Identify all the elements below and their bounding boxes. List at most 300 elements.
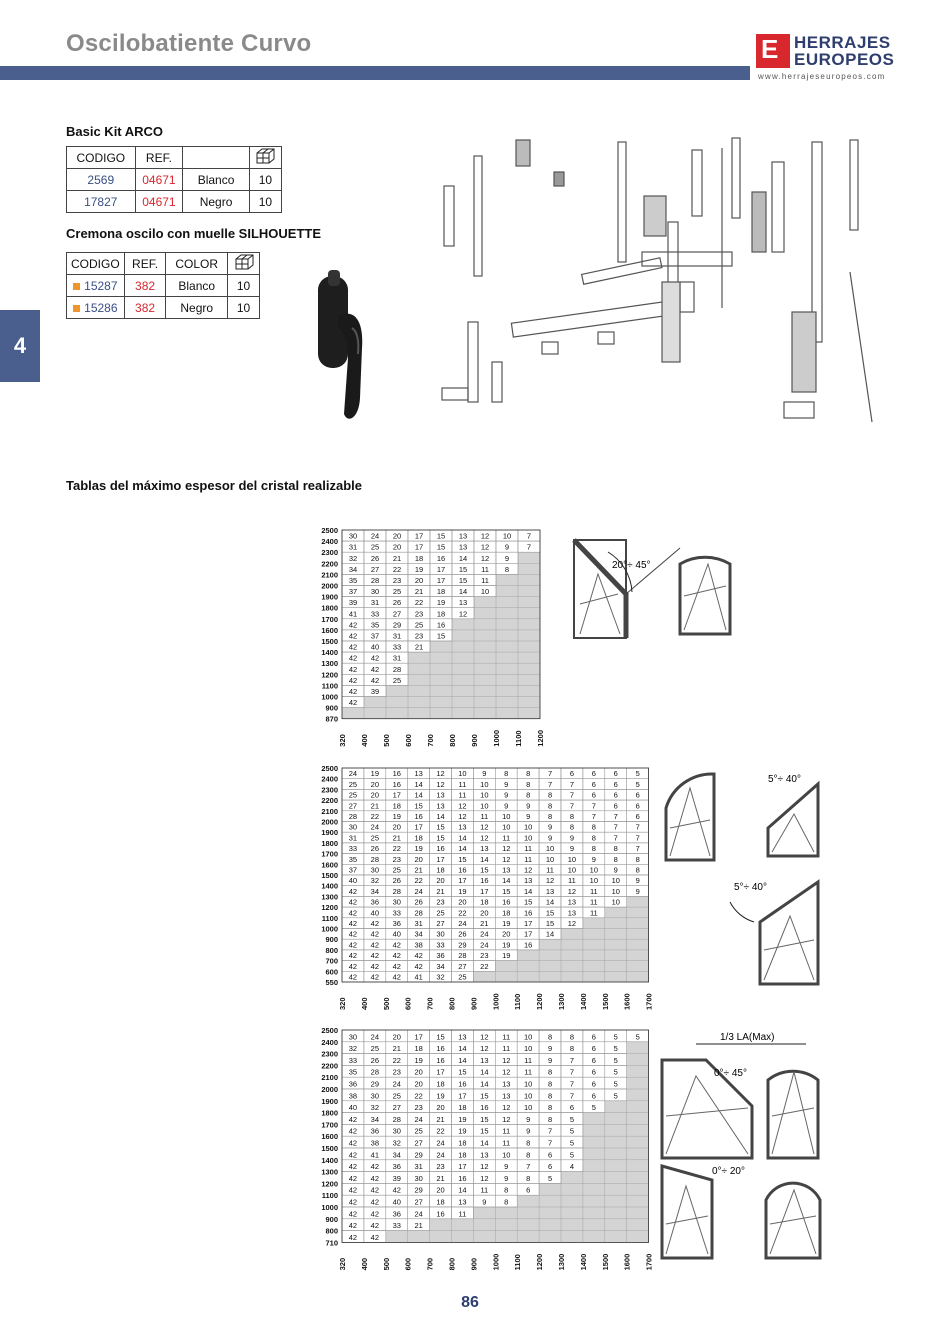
cell-value: 8 [504, 564, 510, 574]
cell-value: 11 [458, 779, 467, 789]
cell-value: 6 [547, 1162, 553, 1172]
cell-value: 30 [370, 1091, 380, 1101]
cell-value: 19 [392, 812, 401, 821]
cell-value: 26 [392, 876, 401, 886]
cell-value: 42 [370, 675, 380, 685]
cell-value: 42 [348, 642, 358, 652]
cell-value: 17 [436, 564, 446, 574]
cell-value: 27 [348, 801, 358, 811]
cell-value: 24 [480, 929, 489, 939]
cell-value: 30 [348, 531, 358, 541]
cell-value: 25 [458, 972, 467, 982]
cell-value: 35 [370, 620, 380, 630]
glass-thickness-grid-1 [300, 522, 552, 750]
cell-value: 5 [613, 1055, 618, 1065]
cell-value: 16 [392, 779, 401, 789]
handle-image [312, 268, 382, 428]
window-diagram-1 [568, 534, 748, 646]
cell-value: 8 [504, 1197, 509, 1207]
cell-value: 18 [436, 587, 446, 597]
cell-value: 17 [523, 919, 533, 928]
cell-value: 6 [591, 1055, 596, 1065]
cell-value: 42 [348, 1197, 358, 1207]
y-tick-label: 1900 [321, 592, 338, 602]
cell-value: 18 [436, 1197, 445, 1207]
cell-value: 28 [392, 886, 401, 896]
kit-title: Basic Kit ARCO [66, 124, 164, 139]
cell-value: 11 [502, 1138, 511, 1148]
cell-value: 34 [370, 886, 380, 896]
x-tick-label: 800 [447, 1257, 457, 1271]
cell-value: 21 [414, 587, 424, 597]
cell-value: 17 [414, 1032, 423, 1042]
cell-value: 13 [567, 897, 577, 907]
cell-value: 16 [480, 1103, 489, 1113]
cell-value: 30 [392, 897, 401, 907]
cell-value: 6 [591, 1044, 596, 1054]
cell-value: 11 [524, 854, 533, 864]
cell-value: 19 [414, 564, 424, 574]
cell-value: 37 [370, 631, 380, 641]
cell-value: 36 [392, 919, 401, 928]
cell-value: 10 [480, 801, 489, 811]
cell-value: 25 [414, 620, 424, 630]
cell-value: 42 [370, 1197, 380, 1207]
x-tick-label: 1200 [536, 730, 545, 747]
cell-value: 42 [348, 1232, 358, 1242]
cell-value: 30 [370, 587, 380, 597]
cell-value: 36 [348, 1079, 358, 1089]
cell-value: 6 [613, 769, 618, 779]
y-tick-label: 2000 [321, 817, 338, 827]
cell-value: 13 [480, 844, 489, 854]
cell-value: 7 [569, 779, 575, 789]
cell-value: 12 [480, 833, 489, 843]
header-ref: REF. [135, 147, 183, 169]
x-tick-label: 1600 [622, 1253, 632, 1271]
x-tick-label: 1300 [557, 993, 566, 1010]
cell-value: 22 [414, 598, 424, 608]
cell-value: 21 [436, 1173, 445, 1183]
cell-value: 42 [392, 961, 401, 971]
cell-value: 9 [526, 1126, 531, 1136]
header-codigo: CODIGO [67, 253, 125, 275]
cell-value: 14 [436, 812, 445, 821]
angle-label: 20°÷ 45° [612, 560, 651, 571]
cell-codigo: 15287 [67, 275, 125, 297]
cell-value: 15 [458, 564, 468, 574]
cell-value: 39 [370, 687, 380, 696]
cell-value: 14 [480, 854, 489, 864]
cell-value: 18 [392, 801, 401, 811]
x-tick-label: 1000 [491, 1253, 501, 1271]
cell-value: 19 [458, 1114, 467, 1124]
cell-value: 23 [414, 1103, 423, 1113]
header-codigo: CODIGO [67, 147, 136, 169]
logo-url: www.herrajeseuropeos.com [758, 72, 886, 81]
y-tick-label: 1800 [321, 838, 338, 848]
y-tick-label: 2100 [321, 1073, 338, 1083]
cell-value: 19 [458, 886, 467, 896]
cell-value: 12 [502, 1114, 511, 1124]
cell-value: 20 [414, 1067, 423, 1077]
y-tick-label: 1200 [321, 670, 338, 680]
cell-value: 11 [568, 876, 576, 886]
cell-value: 7 [635, 844, 640, 854]
cell-value: 8 [569, 1044, 575, 1054]
cell-value: 18 [436, 1079, 445, 1089]
cell-value: 11 [458, 1209, 467, 1219]
cell-value: 27 [392, 1103, 401, 1113]
cell-value: 12 [502, 854, 511, 864]
cell-value: 8 [591, 822, 596, 832]
cell-value: 28 [458, 951, 467, 961]
cell-value: 11 [546, 865, 554, 875]
cell-value: 10 [611, 876, 620, 886]
x-tick-label: 1100 [513, 1254, 523, 1271]
header-ref: REF. [124, 253, 166, 275]
cell-value: 5 [613, 1044, 618, 1054]
cell-value: 11 [589, 908, 598, 918]
cell-value: 8 [504, 1185, 509, 1195]
cell-value: 26 [392, 598, 402, 608]
cell-value: 8 [547, 1032, 553, 1042]
cell-value: 8 [591, 844, 596, 854]
x-tick-label: 500 [381, 1257, 391, 1271]
cell-value: 8 [613, 844, 618, 854]
cell-value: 42 [370, 919, 380, 928]
cell-value: 10 [589, 876, 599, 886]
cell-value: 28 [392, 1114, 401, 1124]
cell-value: 5 [635, 769, 640, 779]
cell-value: 31 [348, 833, 358, 843]
cell-value: 27 [458, 961, 467, 971]
cell-value: 33 [392, 1221, 401, 1231]
cell-value: 24 [370, 531, 380, 541]
cell-value: 14 [458, 553, 468, 563]
window-diagram-3a [656, 1026, 852, 1164]
cell-value: 28 [370, 576, 380, 585]
cell-value: 23 [392, 1067, 401, 1077]
cell-value: 7 [635, 833, 640, 843]
cell-value: 42 [370, 1221, 380, 1231]
cell-value: 24 [436, 1150, 445, 1160]
cell-value: 9 [569, 844, 575, 854]
y-tick-label: 1400 [321, 1155, 338, 1165]
cell-value: 12 [545, 876, 555, 886]
cell-value: 5 [569, 1126, 575, 1136]
window-diagram-2a [660, 768, 840, 868]
cell-value: 13 [523, 876, 533, 886]
cell-value: 42 [348, 698, 358, 708]
cell-value: 42 [370, 1173, 380, 1183]
x-tick-label: 1500 [600, 1253, 610, 1271]
cell-value: 26 [414, 897, 423, 907]
cell-value: 8 [547, 812, 553, 821]
cell-value: 10 [523, 1044, 533, 1054]
logo-line1: HERRAJES [794, 33, 891, 52]
cell-value: 14 [458, 1055, 467, 1065]
cell-value: 12 [480, 531, 490, 541]
y-tick-label: 700 [325, 956, 338, 966]
cell-value: 42 [370, 1185, 380, 1195]
glass-thickness-grid-2 [300, 760, 660, 1014]
cell-value: 26 [370, 1055, 380, 1065]
cell-value: 16 [436, 620, 446, 630]
cell-value: 6 [547, 1150, 553, 1160]
cell-value: 8 [526, 779, 531, 789]
cell-value: 5 [591, 1103, 596, 1113]
cell-value: 42 [348, 1209, 358, 1219]
cell-value: 11 [481, 564, 489, 574]
cell-value: 41 [348, 609, 358, 619]
cell-value: 24 [414, 886, 423, 896]
cell-value: 10 [502, 822, 511, 832]
cell-value: 7 [526, 531, 532, 541]
cell-value: 7 [613, 822, 618, 832]
cell-value: 32 [370, 876, 380, 886]
cell-value: 16 [436, 553, 446, 563]
cell-value: 33 [436, 940, 445, 950]
cremona-title: Cremona oscilo con muelle SILHOUETTE [66, 226, 321, 241]
cell-value: 21 [480, 919, 489, 928]
cell-value: 34 [436, 961, 445, 971]
cell-value: 14 [523, 886, 533, 896]
cell-value: 10 [523, 1032, 533, 1042]
cell-value: 10 [523, 1091, 533, 1101]
cell-value: 30 [370, 865, 380, 875]
cell-value: 17 [436, 854, 445, 864]
window-diagram-3b [656, 1160, 852, 1264]
cell-value: 7 [569, 1067, 575, 1077]
cell-value: 13 [458, 531, 468, 541]
y-tick-label: 900 [325, 703, 338, 713]
cell-value: 15 [480, 1114, 489, 1124]
cell-value: 9 [482, 769, 487, 779]
cell-value: 6 [635, 812, 640, 821]
cell-value: 30 [348, 822, 358, 832]
cell-value: 20 [392, 531, 402, 541]
cell-value: 25 [348, 779, 358, 789]
cell-value: 25 [370, 833, 380, 843]
cell-value: 21 [370, 801, 380, 811]
cell-value: 17 [458, 1162, 467, 1172]
cell-value: 8 [547, 1091, 553, 1101]
cell-value: 42 [414, 961, 423, 971]
cell-value: 34 [348, 564, 358, 574]
y-tick-label: 800 [325, 945, 338, 955]
cell-value: 28 [370, 1067, 380, 1077]
x-tick-label: 1500 [600, 993, 610, 1010]
cell-value: 12 [567, 886, 577, 896]
cell-value: 14 [480, 1079, 489, 1089]
cell-value: 42 [348, 664, 358, 674]
x-tick-label: 1000 [492, 730, 501, 747]
header-bar [0, 66, 750, 80]
cell-value: 7 [547, 1126, 553, 1136]
cell-value: 42 [370, 940, 380, 950]
y-tick-label: 1100 [321, 913, 338, 923]
cell-value: 24 [414, 1209, 423, 1219]
cell-value: 14 [414, 779, 423, 789]
cell-value: 10 [502, 812, 511, 821]
cell-value: 29 [458, 940, 467, 950]
cell-value: 18 [414, 833, 423, 843]
cell-value: 15 [458, 854, 467, 864]
cell-value: 16 [458, 1173, 467, 1183]
cell-value: 13 [502, 1091, 511, 1101]
cell-value: 31 [414, 1162, 423, 1172]
cell-value: 39 [348, 598, 358, 608]
cell-value: 15 [523, 897, 533, 907]
cell-value: 9 [591, 854, 596, 864]
logo-line2: EUROPEOS [794, 50, 895, 69]
cell-value: 25 [392, 675, 402, 685]
cell-value: 17 [480, 886, 489, 896]
y-tick-label: 1100 [321, 681, 338, 691]
cell-value: 37 [348, 587, 358, 597]
cell-value: 25 [370, 1044, 380, 1054]
cell-value: 19 [502, 919, 511, 928]
cell-value: 15 [436, 531, 446, 541]
cell-value: 36 [370, 897, 380, 907]
cell-value: 11 [589, 897, 598, 907]
cell-value: 26 [370, 844, 380, 854]
cell-qty: 10 [228, 275, 260, 297]
cell-value: 11 [502, 1044, 511, 1054]
cell-value: 20 [392, 822, 401, 832]
cell-value: 16 [523, 940, 533, 950]
x-tick-label: 1100 [514, 730, 523, 747]
cell-value: 12 [480, 1162, 489, 1172]
x-tick-label: 1200 [535, 993, 545, 1010]
cell-value: 12 [436, 769, 445, 779]
cell-value: 33 [348, 844, 358, 854]
y-tick-label: 2200 [321, 559, 338, 569]
cell-value: 6 [613, 801, 618, 811]
cell-value: 24 [436, 1138, 445, 1148]
x-tick-label: 600 [403, 997, 413, 1010]
cell-value: 4 [569, 1162, 575, 1172]
cell-value: 30 [414, 1173, 423, 1183]
cell-value: 14 [458, 1185, 467, 1195]
y-tick-label: 2300 [321, 548, 338, 558]
cell-value: 11 [502, 1126, 511, 1136]
cell-value: 9 [504, 553, 510, 563]
y-tick-label: 2000 [321, 1085, 338, 1094]
cell-value: 10 [611, 886, 620, 896]
cell-value: 42 [348, 961, 358, 971]
cell-value: 42 [392, 951, 401, 961]
y-tick-label: 2400 [321, 774, 338, 784]
page-number: 86 [461, 1294, 479, 1311]
cell-value: 14 [458, 844, 467, 854]
cell-value: 11 [524, 1067, 533, 1077]
cell-value: 15 [545, 908, 555, 918]
cell-value: 5 [569, 1114, 575, 1124]
cell-value: 5 [613, 1067, 618, 1077]
cell-value: 11 [502, 833, 511, 843]
x-tick-label: 600 [403, 1257, 413, 1271]
kit-table [66, 146, 282, 213]
y-tick-label: 2500 [321, 526, 338, 535]
cell-value: 21 [414, 865, 423, 875]
cell-value: 18 [502, 908, 511, 918]
cell-value: 14 [502, 876, 511, 886]
cell-value: 42 [370, 972, 380, 982]
cell-value: 38 [414, 940, 423, 950]
cell-value: 30 [348, 1032, 358, 1042]
cell-value: 32 [392, 1138, 401, 1148]
cell-value: 25 [348, 790, 358, 800]
cell-value: 35 [348, 576, 358, 585]
cell-value: 8 [526, 1138, 531, 1148]
cell-value: 18 [480, 897, 489, 907]
cell-value: 6 [591, 1032, 596, 1042]
cell-value: 14 [414, 790, 423, 800]
y-tick-label: 1000 [321, 924, 338, 934]
cell-value: 10 [523, 1103, 533, 1113]
cell-value: 29 [414, 1185, 423, 1195]
cell-value: 36 [392, 1162, 401, 1172]
cell-value: 7 [526, 542, 532, 552]
cell-value: 21 [392, 553, 402, 563]
y-tick-label: 710 [325, 1238, 338, 1248]
cell-value: 22 [414, 876, 423, 886]
cell-value: 17 [523, 929, 533, 939]
cell-value: 7 [547, 779, 553, 789]
y-tick-label: 1800 [321, 603, 338, 613]
cell-value: 8 [526, 790, 531, 800]
cell-value: 30 [392, 1126, 401, 1136]
cell-value: 20 [392, 1032, 401, 1042]
cell-value: 12 [458, 609, 468, 619]
cell-value: 9 [526, 1114, 531, 1124]
cell-value: 42 [414, 951, 423, 961]
x-tick-label: 600 [404, 734, 413, 747]
cell-value: 16 [436, 844, 445, 854]
cell-value: 8 [547, 1067, 553, 1077]
cell-value: 12 [523, 865, 533, 875]
cell-value: 35 [348, 854, 358, 864]
cell-value: 7 [569, 801, 575, 811]
cell-value: 27 [436, 919, 445, 928]
angle-label: 1/3 LA(Max) [720, 1032, 775, 1043]
cell-value: 18 [414, 553, 424, 563]
cell-value: 7 [547, 1138, 553, 1148]
cell-value: 20 [370, 779, 380, 789]
cell-value: 19 [458, 1126, 467, 1136]
angle-label: 5°÷ 40° [734, 882, 767, 893]
cell-value: 11 [524, 1055, 533, 1065]
y-tick-label: 1000 [321, 1203, 338, 1212]
cell-value: 27 [370, 564, 380, 574]
cell-value: 20 [458, 897, 467, 907]
cell-value: 15 [502, 886, 511, 896]
table-row [67, 191, 282, 213]
cell-value: 42 [348, 940, 358, 950]
y-tick-label: 1900 [321, 1096, 338, 1106]
y-tick-label: 1600 [321, 860, 338, 870]
cell-value: 23 [436, 897, 445, 907]
cell-value: 6 [591, 1091, 596, 1101]
cell-value: 24 [392, 1079, 401, 1089]
y-tick-label: 2300 [321, 1049, 338, 1059]
cell-codigo: 2569 [67, 169, 136, 191]
chapter-tab: 4 [0, 310, 40, 382]
cell-value: 14 [545, 897, 555, 907]
cell-value: 7 [569, 790, 575, 800]
